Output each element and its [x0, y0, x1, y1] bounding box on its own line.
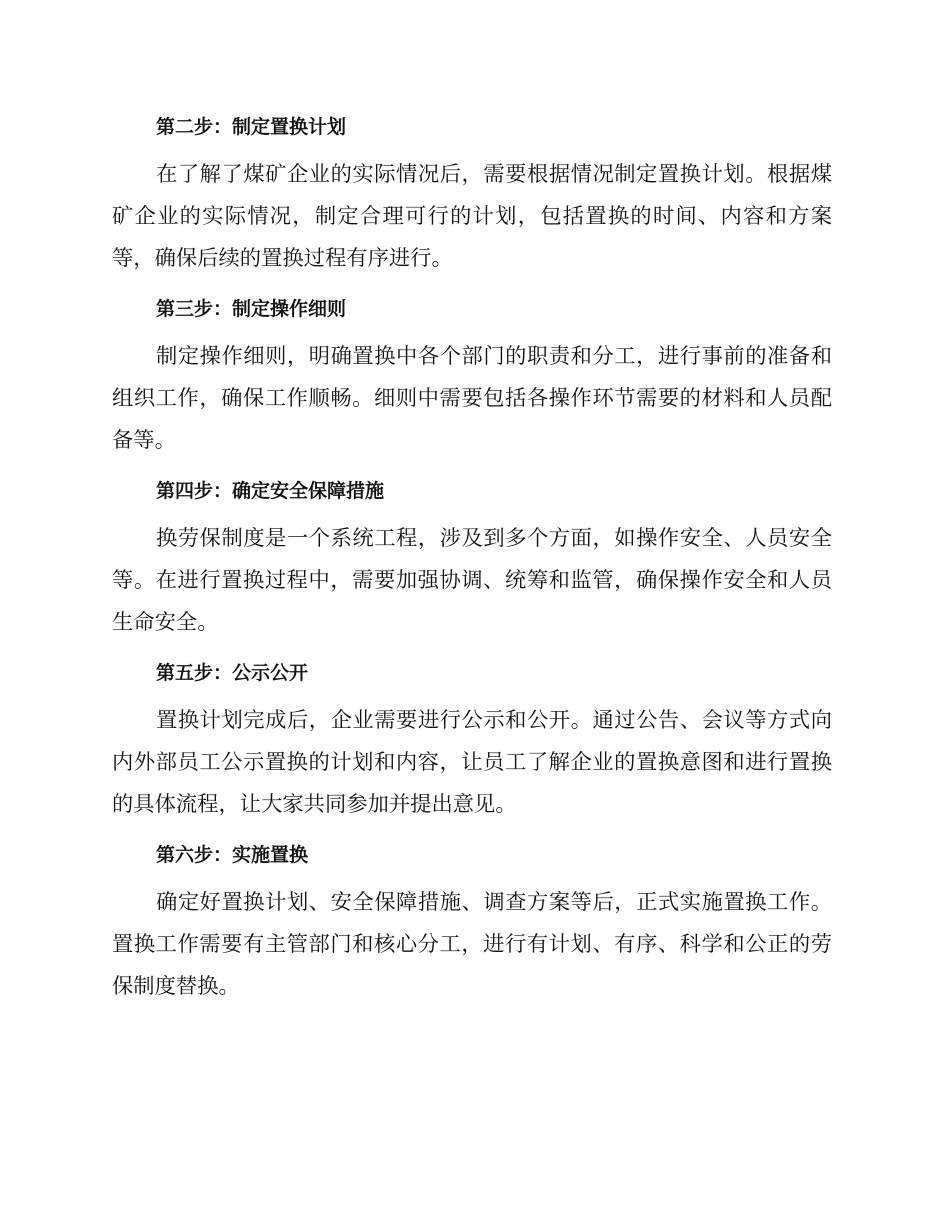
section-heading-step4: 第四步：确定安全保障措施 [156, 480, 385, 502]
section-body-step2: 在了解了煤矿企业的实际情况后，需要根据情况制定置换计划。根据煤矿企业的实际情况，制定合理可行的计划，包括置换的时间、内容和方案等，确保后续的置换过程有序进行。 [112, 162, 832, 271]
section-heading-step3: 第三步：制定操作细则 [156, 298, 347, 320]
section-body-step6: 确定好置换计划、安全保障措施、调查方案等后，正式实施置换工作。置换工作需要有主管部门和核心分工，进行有计划、有序、科学和公正的劳保制度替换。 [112, 890, 832, 999]
section-body-step3: 制定操作细则，明确置换中各个部门的职责和分工，进行事前的准备和组织工作，确保工作顺畅。细则中需要包括各操作环节需要的材料和人员配备等。 [112, 344, 832, 453]
section-heading-step5: 第五步：公示公开 [156, 662, 309, 684]
section-body-step5: 置换计划完成后，企业需要进行公示和公开。通过公告、会议等方式向内外部员工公示置换的计划和内容，让员工了解企业的置换意图和进行置换的具体流程，让大家共同参加并提出意见。 [112, 708, 832, 817]
section-heading-step6: 第六步：实施置换 [156, 844, 309, 866]
section-heading-step2: 第二步：制定置换计划 [156, 116, 347, 138]
document-page [112, 108, 832, 1018]
section-body-step4: 换劳保制度是一个系统工程，涉及到多个方面，如操作安全、人员安全等。在进行置换过程中，需要加强协调、统筹和监管，确保操作安全和人员生命安全。 [112, 526, 832, 635]
